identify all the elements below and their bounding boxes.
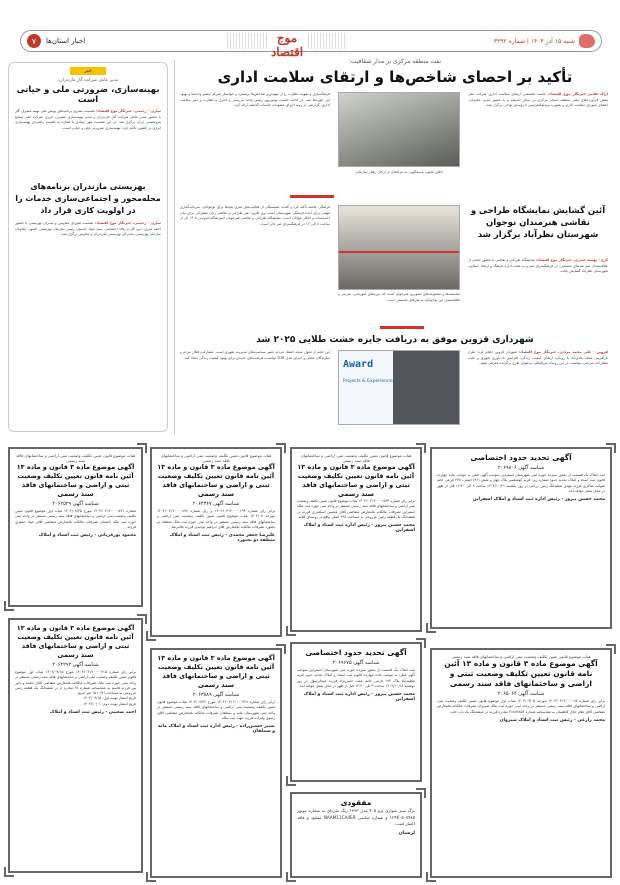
health-text: نشست شورای معاونین و مدیران بهزیستی با حضور احمد میری، دبیر کل و رفاه اجتماعی، سید جواد حسینی رئیس سازمان بهزیستی کشور، معاونان سازمان بهزیستی، مدیرکل بهزیستی مازندران و معاونین برگزار شد. — [15, 221, 161, 236]
section-divider — [380, 326, 424, 329]
ad-publish-date-2: تاریخ انتشار نوبت دوم: ۱۴۰۴/۱۰/۰۱ — [83, 701, 136, 706]
award-text: Award — [343, 359, 374, 370]
ad-boundary-4 — [290, 642, 422, 782]
ad-signature: احمد شعیبی - رئیس ثبت اسناد و املاک — [49, 710, 136, 716]
ad-body: برابر رای شماره ۱۴۰۴۶۰۳۱۲۰۰۰۰۵۳۳ هیات موضوع قانون تعیین تکلیف وضعیت ثبتی اراضی و ساختمانهای فاقد سند رسمی مستقر در واحد ثبتی حوزه ثبت ملک اسفراین تصرفات مالکانه بلامعارض متقاضی آقای محسن اسکندری فرزند در ششدانگ یک قطعه زمین مزروعی به مساحت ۲۳۸ اصلی واقع در روستای کلاته. — [297, 499, 415, 519]
ad-prefix: هیات موضوع قانون تعیین تکلیف وضعیت ثبتی اراضی و ساختمانهای فاقد سند رسمی — [15, 453, 136, 463]
lead-byline: اراک-غلامی-خبرنگار موج اقتصاد: — [547, 92, 608, 96]
ad-body: ثبت املاک یک قسمت از بخش سیزده حوزه ثبتی شهرستان اسفراین بموجب آگهی قبلی به موجب ماده چهارده قانون ثبت اسناد و املاک تحدید حدود قریه عظیم‌آباد پلاک ۱۷۳ فرعی خانم عفت حسن‌نژاد فرزند عبدالرسول در روز دوشنبه ۱۴۰۴/۱۰/۱۸ ساعت ۹ الی ۱۲:۳۰ قبل از ظهر در محل بعمل خواهد آمد. — [297, 668, 415, 688]
ad-signature: محمد حسین پیروز - رئیس اداره ثبت اسناد و املاک اسفراین — [472, 497, 605, 503]
ad-signature: محمود پورقربانی - رئیس ثبت اسناد و املاک — [38, 533, 136, 539]
page-number: ۷ — [27, 34, 41, 48]
exhibition-body — [468, 258, 608, 275]
ad-title: آگهی موضوع ماده ۳ قانون و ماده ۱۳ آئین نامه قانون تعیین تکلیف وضعیت ثبتی و اراضی و ساختمانهای فاقد سند رسمی — [297, 463, 415, 498]
ad-number: شناسه آگهی ۲۰۶۹۸۰۶ — [497, 465, 545, 471]
ribbon — [339, 251, 459, 253]
exhibition-byline: کرج - بهمنه حیدری، خبرنگار موج اقتصاد: — [536, 258, 608, 262]
lead-headline: تأکید بر احصای شاخص‌ها و ارتقای سلامت اداری — [217, 68, 573, 86]
exhibition-caption: مجسمه‌ها و مجموعه‌های تصویری هنرجوان است که دوره‌های آموزشی، تمرینی و علاقه‌مندی این نوجوانان به هنرهای تجسمی است. — [338, 292, 460, 302]
ad-number: شناسه آگهی ۲۰۶۳۸۸۹ — [192, 692, 240, 698]
lead-body-left: فرهنگسازی و تقویت نظارت را از مهم‌ترین شاخص‌ها برشمرد و خواستار تمرکز بیشتر واحدها و بهبود این حوزه‌ها شد. در ادامه جلسه، یونس‌پور رئیس واحد بازرسی و کنترل و نظارت و دبیر سلامت اداری، گزارشی از روند اجرای مصوبات جلسات گذشته ارائه کرد. — [180, 92, 330, 107]
ad-title: آگهی موضوع ماده ۳ قانون و ماده ۱۳ آئین نامه قانون تعیین تکلیف وضعیت ثبتی و اراضی و ساختمانهای فاقد سند رسمی — [444, 659, 598, 688]
ad-body: برگ سبز سواری پژو ۴۰۵ مدل ۱۳۹۳ رنگ نقره‌ای به شماره موتور ۱۲۴K۰۵۰۷۴۸۵ و شماره شاسی NAAM11CA4ER مفقود و فاقد اعتبار است. — [297, 808, 415, 826]
qazvin-body-left: این حجم از تحول نتیجه اعتماد مردم، تغییر سیاست‌های مدیریت شهری است. مشارکت فعال مردم و سازندگان محلی و اجرای مدل TDR توانست فرصت‌های جدیدی برای بهبود کیفیت زندگی ایجاد کند. — [180, 350, 330, 360]
sidebar-headline: بهینه‌سازی، ضرورتی ملی و حیاتی است — [16, 85, 160, 105]
health-byline: ساری - رحیمی، خبرنگار موج اقتصاد: — [94, 221, 161, 225]
sidebar-body — [15, 109, 161, 131]
ad-prefix: هیات موضوع قانون تعیین تکلیف وضعیت ثبتی اراضی و ساختمانهای فاقد سند رسمی — [160, 453, 272, 463]
ad-number: شناسه آگهی ۲۰۶۲۵۲۹ — [52, 501, 99, 507]
health-headline: بهزیستی مازندران برنامه‌های محله‌محور و اجتماعی‌سازی خدمات را در اولویت کاری قرار داد — [15, 182, 161, 215]
section-block — [27, 34, 85, 48]
sidebar-kicker: مدیر عامل شرکت گاز مازندران: — [57, 78, 119, 83]
ad-registration-5 — [150, 447, 282, 637]
lead-caption: اخلاق محور، پاسخگویی به مراجعان از ارکان رفتار سازمانی — [354, 170, 444, 174]
ad-number: شناسه آگهی ۲۰۶۵۰۶۴ — [497, 691, 545, 697]
ad-body: ثبت املاک یک قسمت از بخش سیزده حوزه ثبتی شهرستان اسفراین بموجب آگهی قبلی به موجب ماده چهارده قانون ثبت اسناد و املاک تحدید حدود شماره زیر: قریه کوشکسر پلاک چهل و شش (۴۶) اصلی. ۲۳۸ فرعی خانم شوکت شاکری فرزند مهدی ششدانگ زمین زراعی در روز یکشنبه ۱۴۰۴/۱۰/۲۱ ساعت ۹ الی ۱۲:۳۰ قبل از ظهر در محل بعمل خواهد آمد. — [437, 473, 606, 493]
ad-number: شناسه آگهی ۲۰۶۴۲۹۲ — [52, 662, 99, 668]
ad-body: برابر رای شماره ۱۴۰۴۶۰۳۱۲۰۰۰۰۱۵ مورخه ۱۴۰۴/۰۹/۰۵ هیات اول موضوع قانون تعیین تکلیف وضعیت ثبتی اراضی و ساختمانهای فاقد سند رسمی مستقر در واحد ثبتی حوزه ثبت ملک شیروان تصرفات مالکانه بلامعارض متقاضی آقای غلام جلال کاظمیان به شناسنامه شماره ۲۸۸۷۸۸۵۴ صادره فرزند در ششدانگ یک باب خانه. — [437, 699, 605, 714]
ad-registration-8 — [8, 618, 143, 873]
qazvin-text: شهردار قزوین اعلام کرد: طرح بازآفرینی محله عادی‌آباد با رویکرد ارتقای کیفیت زندگی، افزایش تاب‌آوری شهری و جلب مشارکت مردمی، توانست در این رویداد بین‌المللی به‌عنوان طرح برگزیده معرفی شود. — [468, 350, 608, 365]
ad-publish-date-1: تاریخ انتشار نوبت اول: ۱۴۰۴/۰۹/۱۵ — [83, 696, 136, 701]
news-tag: خبر — [70, 67, 106, 75]
ad-body: شماره ۱۴۰۴۶۰۳۱۲۰۰۰۰۵۲۱ مورخ ۱۴۰۴/۰۸/۲۵ هیات اول موضوع قانون تعیین تکلیف وضعیت ثبتی اراضی و ساختمانهای فاقد سند رسمی مستقر در واحد ثبتی حوزه ثبت ملک لاهیجان تصرفات مالکانه بلامعارض متقاضی آقای جواد جعفری فرزند. — [15, 509, 137, 529]
lead-text: جلسه تخصصی ارتقای سلامت اداری شرکت ملی پخش فرآورده‌های نفتی منطقه استان مرکزی در سالن اندیشه و با حضور مدیر، معاونان، اعضای شورای سلامت اداری و بصورت ویدئوکنفرانس با رؤسای نواحی برگزار شد. — [468, 92, 608, 107]
ad-body: برابر رای شماره ۱۴۰۴۶۰۳۱۲۰۰۰۰۱۹۹ و رای شماره ۱۴۰۴۶۰۳۱۲۰۰۰۰۸۹۷ مورخه ۱۴۰۴/۰۸ هیات موضوع قانون تعیین تکلیف وضعیت ثبتی اراضی و ساختمانهای فاقد سند رسمی مستقر در واحد ثبتی حوزه ثبت ملک منطقه دو بجنورد تصرفات مالکانه بلامعارض آقای ابراهیم توحیدی فرزند غلامرضا. — [157, 509, 276, 529]
ad-registration-6 — [150, 648, 282, 878]
masthead — [20, 30, 602, 59]
ad-title: آگهی موضوع ماده ۳ قانون و ماده ۱۳ آئین نامه قانون تعیین تکلیف وضعیت ثبتی و اراضی و ساختمانهای فاقد سند رسمی — [157, 654, 275, 689]
ad-body: برابر رای شماره ۱۴۰۴۶۰۳۱۲۰۰۰۰۳۲۸ مورخ ۱۴۰۴/۰۸/۲۲ هیات موضوع قانون تعیین تکلیف وضعیت ثبتی اراضی و ساختمانهای فاقد سند رسمی مستقر در واحد ثبتی شهرستان مانه و سملقان تصرفات مالکانه بلامعارض متقاضی آقای رسول ولیزاده فرزند جهت ثبت ملک. — [157, 700, 276, 720]
masthead-date-block — [494, 34, 595, 48]
ad-registration-3 — [290, 447, 422, 632]
lead-body-right — [468, 92, 608, 109]
exhibition-text: نمایشگاه طراحی و نقاشی با حضور جمعی از علاقه‌مندان سه هنرهای تجسمی، در فرهنگسرای هنر و به همت اداره فرهنگ و ارشاد اسلامی شهرستان نظرآباد گشایش یافت. — [468, 258, 608, 273]
section-title: اخبار استان‌ها — [46, 37, 86, 45]
sidebar-byline: ساری - رحیمی، خبرنگار موج اقتصاد: — [95, 109, 161, 113]
sidebar-story-box — [8, 62, 168, 432]
ad-number: شناسه آگهی ۲۰۶۴۳۶۷ — [192, 501, 240, 507]
ad-boundary-1 — [430, 447, 612, 629]
ad-number: شناسه آگهی ۲۰۶۹۶۷۵ — [332, 660, 380, 666]
ad-signature: محمد حسین پیروز - رئیس اداره ثبت اسناد و املاک اسفراین — [303, 523, 415, 534]
ad-registration-7 — [8, 447, 143, 607]
ad-signature: لرستان — [398, 830, 415, 836]
lead-kicker: نفت منطقه مرکزی بر مدار شفافیت؛ — [349, 58, 441, 65]
qazvin-body — [468, 350, 608, 367]
ad-lost-document — [290, 792, 422, 878]
qazvin-photo — [338, 350, 460, 425]
ad-signature: محمد زارعی - رئیس ثبت اسناد و املاک شیروان — [499, 717, 605, 723]
ad-prefix: هیات موضوع قانون تعیین تکلیف وضعیت ثبتی اراضی و ساختمانهای فاقد سند رسمی — [300, 453, 412, 463]
ad-signature: محمد حسین پیروز - رئیس اداره ثبت اسناد و املاک اسفراین — [303, 692, 415, 703]
ad-title: آگهی موضوع ماده ۳ قانون و ماده ۱۳ آئین نامه قانون تعیین تکلیف وضعیت ثبتی و اراضی و ساختمانهای فاقد سند رسمی — [16, 624, 135, 659]
health-body — [15, 221, 161, 238]
ad-registration-2 — [430, 648, 612, 878]
section-divider — [290, 195, 334, 198]
iran-map-icon — [579, 34, 595, 48]
sidebar-text: نشست تشریح برنامه‌های پویش ملی بهینه مصرف گاز با حضور مدیر عامل شرکت گاز مازندران و مدیر بهینه‌سازی مصرف انرژی شرکت ملی صنایع پتروشیمی ایران برگزار شد. در این نشست مهر جوادی با اشاره به اهمیت راهبردی بهینه‌سازی انرژی در کشور، تأکید کرد: بهینه‌سازی ضرورتی ملی و حیاتی است. — [15, 109, 161, 130]
column-rule — [174, 60, 175, 435]
newspaper-logo[interactable]: موج اقتصاد — [267, 31, 307, 51]
ad-title: آگهی تحدید حدود اختصاصی — [470, 453, 572, 462]
ad-prefix: هیات موضوع قانون تعیین تکلیف وضعیت ثبتی اراضی و ساختمانهای فاقد سند رسمی — [451, 654, 591, 659]
exhibition-body-left: فرهنگی جامعه تأکید کرد و گفت: همبستگی از فعالیت‌های هنری بچه‌ها برای نوجوانان، سرمایه‌گذاری مهمی برای آینده فرهنگی شهرستان است. وی افزود: هنر طراحی و نقاشی زبان مشترکی برای بیان احساسات و افکار جوانان است. نمایشگاه طراحی و نقاشی هنرجویان آموزشگاه فرودین تا ۱۹ آذر از ساعت ۸ الی ۱۲ در فرهنگسرای هنر دائر است. — [180, 205, 330, 226]
exhibition-photo — [338, 205, 460, 290]
ad-body: برابر رای شماره ۱۴۰۴۶۰۳۱۲۰۰۰۰۲۱۵ مورخ ۱۴۰۴/۰۹/۱۵ هیات اول موضوع قانون تعیین تکلیف وضعیت ثبتی اراضی و ساختمانهای فاقد سند رسمی مستقر در واحد ثبتی حوزه ثبت ملک تصرفات مالکانه بلامعارض متقاضی آقای محمد و داور پور فرزند قاسم به شناسنامه شماره ۹۱ صادره از در ششدانگ یک قطعه زمین مزروعی به مساحت ۱۵۱۰/۹۱ متر مربع. — [15, 670, 136, 696]
lead-photo — [338, 92, 460, 167]
exhibition-headline: آئین گشایش نمایشگاه طراحی و نقاشی هنرمندان نوجوان شهرستان نظرآباد برگزار شد — [470, 206, 606, 240]
ad-title: آگهی موضوع ماده ۳ قانون و ماده ۱۳ آئین نامه قانون تعیین تکلیف وضعیت ثبتی و اراضی و ساختمانهای فاقد سند رسمی — [16, 463, 135, 498]
qazvin-headline: شهرداری قزوین موفق به دریافت جایزه خشت طلایی ۲۰۲۵ شد — [256, 335, 534, 345]
ad-title: آگهی تحدید حدود اختصاصی — [305, 648, 407, 657]
qazvin-byline: قزوین - علی محمد مرادی، خبرنگار موج اقتصاد: — [518, 350, 608, 354]
ad-title: مفقودی — [340, 798, 372, 807]
award-subtext: Projects & Experiences — [343, 379, 395, 384]
ad-signature: علیرضا جعفر محمدی - رئیس ثبت اسناد و املاک منطقه دو بجنورد — [169, 533, 275, 544]
ad-signature: بشیر حسین‌زاده - رئیس اداره ثبت اسناد و املاک مانه و سملقان — [158, 724, 275, 735]
ad-title: آگهی موضوع ماده ۳ قانون و ماده ۱۳ آئین نامه قانون تعیین تکلیف وضعیت ثبتی و اراضی و ساختمانهای فاقد سند رسمی — [157, 463, 275, 498]
issue-date: شنبه ۱۵ آذر ۱۴۰۴ | شماره ۳۳۹۲ — [493, 37, 575, 45]
